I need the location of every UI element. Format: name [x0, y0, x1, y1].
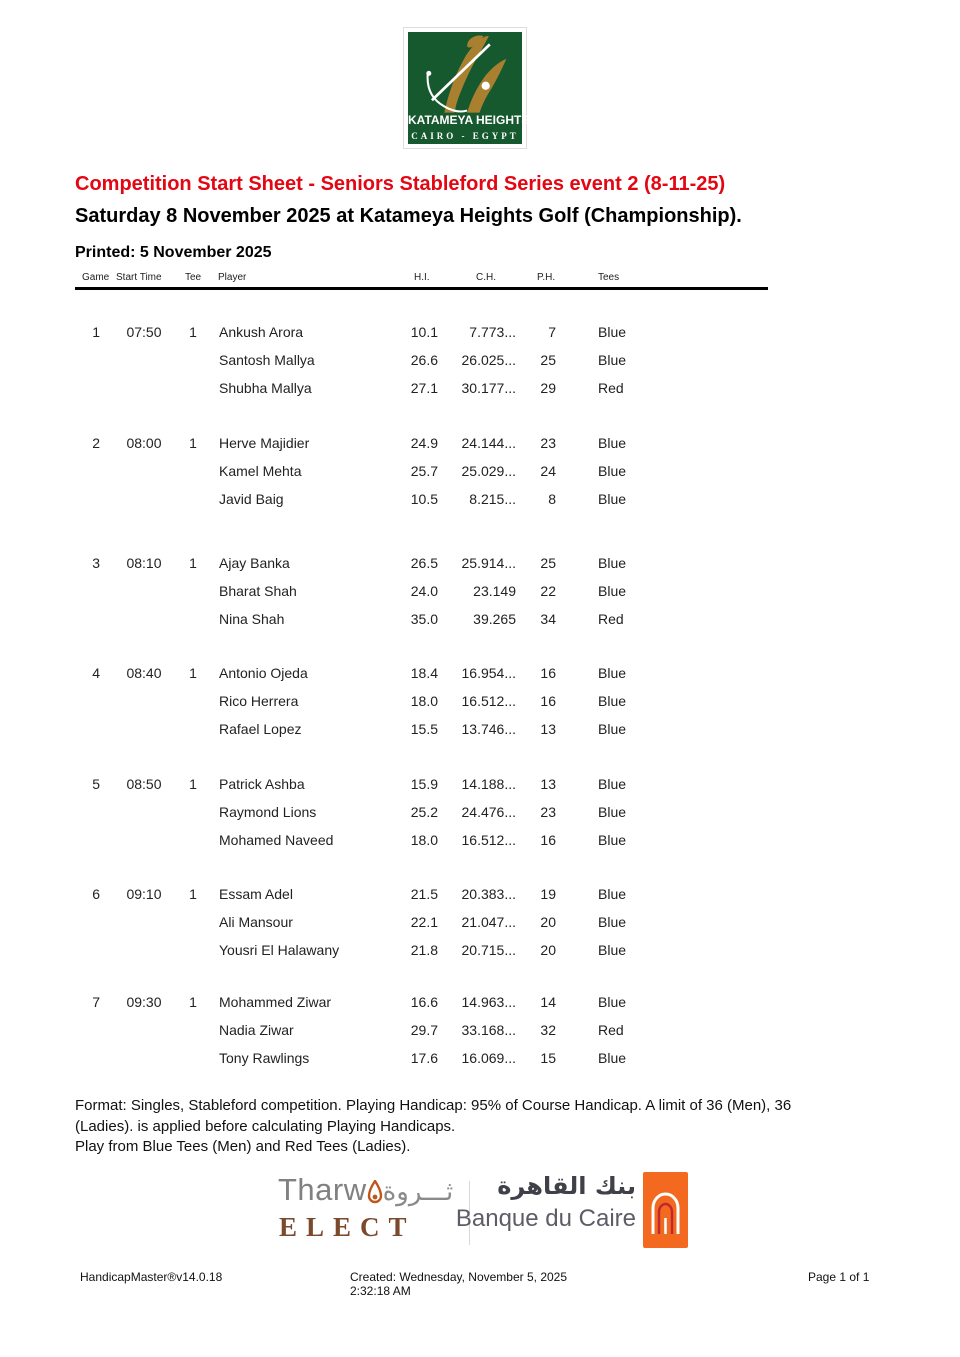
tees-color: Blue	[598, 665, 627, 681]
game-number: 3	[92, 555, 100, 571]
playing-handicap: 24	[540, 463, 556, 479]
handicap-index: 27.1	[410, 380, 438, 396]
banque-arch-icon	[643, 1172, 688, 1248]
player-row	[0, 798, 960, 826]
tees-color: Red	[598, 611, 624, 627]
tees-color: Blue	[598, 914, 627, 930]
player-row	[0, 346, 960, 374]
format-note-line: Play from Blue Tees (Men) and Red Tees (Ladies).	[75, 1138, 411, 1155]
player-row	[0, 605, 960, 633]
logo-green-panel	[408, 32, 530, 144]
player-name: Mohammed Ziwar	[219, 994, 332, 1010]
playing-handicap: 13	[540, 776, 556, 792]
tees-color: Blue	[598, 1050, 627, 1066]
player-name: Antonio Ojeda	[219, 665, 308, 681]
logo-club-location: CAIRO - EGYPT	[411, 131, 519, 141]
handicap-index: 25.7	[410, 463, 438, 479]
player-row	[0, 318, 960, 346]
player-name: Essam Adel	[219, 886, 293, 902]
column-header-ph: P.H.	[537, 272, 556, 283]
game-number: 5	[92, 776, 100, 792]
player-name: Rafael Lopez	[219, 721, 302, 737]
created-date: Created: Wednesday, November 5, 2025	[350, 1270, 568, 1284]
column-header-hi: H.I.	[414, 272, 430, 283]
start-time: 08:40	[126, 665, 162, 681]
handicap-index: 24.0	[410, 583, 438, 599]
column-header-tees: Tees	[598, 272, 620, 283]
game-number: 1	[92, 324, 100, 340]
player-row	[0, 659, 960, 687]
tees-color: Blue	[598, 352, 627, 368]
player-name: Yousri El Halawany	[219, 942, 340, 958]
handicap-index: 17.6	[410, 1050, 438, 1066]
tharwa-drop-icon	[367, 1180, 383, 1204]
course-handicap: 20.383...	[461, 886, 516, 902]
banque-arabic-text: بنك القاهرة	[497, 1172, 636, 1200]
handicap-index: 24.9	[410, 435, 438, 451]
course-handicap: 14.188...	[461, 776, 516, 792]
tee-number: 1	[189, 776, 197, 792]
column-header-start-time: Start Time	[116, 272, 162, 283]
tharwa-elect-text: ELECT	[279, 1212, 416, 1242]
software-version: HandicapMaster®v14.0.18	[80, 1270, 223, 1284]
player-row	[0, 1016, 960, 1044]
course-handicap: 24.476...	[461, 804, 516, 820]
column-header-ch: C.H.	[476, 272, 496, 283]
tee-number: 1	[189, 555, 197, 571]
tees-color: Blue	[598, 721, 627, 737]
playing-handicap: 20	[540, 942, 556, 958]
playing-handicap: 13	[540, 721, 556, 737]
handicap-index: 22.1	[410, 914, 438, 930]
handicap-index: 18.0	[410, 693, 438, 709]
tees-color: Red	[598, 1022, 624, 1038]
created-time: 2:32:18 AM	[350, 1284, 411, 1298]
start-time: 09:10	[126, 886, 162, 902]
course-handicap: 16.069...	[461, 1050, 516, 1066]
player-row	[0, 485, 960, 513]
playing-handicap: 16	[540, 665, 556, 681]
course-handicap: 23.149	[473, 583, 516, 599]
start-time: 08:50	[126, 776, 162, 792]
player-row	[0, 936, 960, 964]
player-name: Kamel Mehta	[219, 463, 302, 479]
player-row	[0, 374, 960, 402]
handicap-index: 29.7	[410, 1022, 438, 1038]
course-handicap: 13.746...	[461, 721, 516, 737]
player-row	[0, 770, 960, 798]
player-row	[0, 880, 960, 908]
tees-color: Blue	[598, 435, 627, 451]
table-header-row	[0, 272, 960, 286]
handicap-index: 18.4	[410, 665, 438, 681]
course-handicap: 24.144...	[461, 435, 516, 451]
playing-handicap: 20	[540, 914, 556, 930]
course-handicap: 8.215...	[469, 491, 516, 507]
format-note-line: (Ladies). is applied before calculating Playing Handicaps.	[75, 1117, 456, 1135]
player-row	[0, 549, 960, 577]
player-name: Tony Rawlings	[219, 1050, 310, 1066]
playing-handicap: 34	[540, 611, 556, 627]
game-number: 6	[92, 886, 100, 902]
playing-handicap: 8	[548, 491, 556, 507]
playing-handicap: 15	[540, 1050, 556, 1066]
course-handicap: 26.025...	[461, 352, 516, 368]
course-handicap: 21.047...	[461, 914, 516, 930]
page-number: Page 1 of 1	[808, 1270, 870, 1284]
handicap-index: 15.9	[410, 776, 438, 792]
playing-handicap: 14	[540, 994, 556, 1010]
playing-handicap: 23	[540, 804, 556, 820]
course-handicap: 25.914...	[461, 555, 516, 571]
course-handicap: 30.177...	[461, 380, 516, 396]
handicap-index: 18.0	[410, 832, 438, 848]
player-row	[0, 577, 960, 605]
handicap-index: 21.8	[410, 942, 438, 958]
playing-handicap: 7	[548, 324, 556, 340]
handicap-index: 10.5	[410, 491, 438, 507]
player-name: Ali Mansour	[219, 914, 293, 930]
handicap-index: 26.6	[410, 352, 438, 368]
tees-color: Blue	[598, 693, 627, 709]
golfer-swing-icon	[408, 32, 522, 113]
game-number: 4	[92, 665, 100, 681]
player-name: Shubha Mallya	[219, 380, 312, 396]
course-handicap: 25.029...	[461, 463, 516, 479]
course-handicap: 39.265	[473, 611, 516, 627]
banque-latin-text: Banque du Caire	[455, 1205, 636, 1232]
tees-color: Red	[598, 380, 624, 396]
format-note-line: Format: Singles, Stableford competition. Playing Handicap: 95% of Course Handicap. A limit of 36 (Men), 36	[75, 1097, 792, 1114]
course-handicap: 16.512...	[461, 693, 516, 709]
column-header-game: Game	[82, 272, 110, 283]
tee-number: 1	[189, 435, 197, 451]
player-row	[0, 826, 960, 854]
player-row	[0, 687, 960, 715]
player-row	[0, 1044, 960, 1072]
player-name: Ajay Banka	[219, 555, 290, 571]
tees-color: Blue	[598, 555, 627, 571]
course-handicap: 16.954...	[461, 665, 516, 681]
playing-handicap: 19	[540, 886, 556, 902]
logo-club-name: KATAMEYA HEIGHTS	[408, 113, 530, 127]
player-name: Mohamed Naveed	[219, 832, 334, 848]
player-row	[0, 429, 960, 457]
created-timestamp	[350, 1270, 567, 1298]
course-handicap: 14.963...	[461, 994, 516, 1010]
format-notes	[75, 1096, 791, 1158]
player-name: Nina Shah	[219, 611, 285, 627]
player-name: Patrick Ashba	[219, 776, 305, 792]
player-name: Nadia Ziwar	[219, 1022, 294, 1038]
start-time: 08:10	[126, 555, 162, 571]
handicap-index: 25.2	[410, 804, 438, 820]
table-header-rule	[75, 287, 768, 290]
player-name: Herve Majidier	[219, 435, 310, 451]
player-row	[0, 457, 960, 485]
start-time: 07:50	[126, 324, 162, 340]
player-row	[0, 715, 960, 743]
tees-color: Blue	[598, 463, 627, 479]
column-header-tee: Tee	[185, 272, 202, 283]
player-name: Raymond Lions	[219, 804, 317, 820]
column-header-player: Player	[218, 272, 247, 283]
printed-date: Printed: 5 November 2025	[75, 244, 272, 261]
handicap-index: 16.6	[410, 994, 438, 1010]
tee-number: 1	[189, 994, 197, 1010]
playing-handicap: 16	[540, 693, 556, 709]
tees-color: Blue	[598, 583, 627, 599]
tees-color: Blue	[598, 886, 627, 902]
player-name: Ankush Arora	[219, 324, 304, 340]
tees-color: Blue	[598, 994, 627, 1010]
banque-du-caire-logo	[455, 1172, 688, 1250]
player-row	[0, 908, 960, 936]
player-row	[0, 988, 960, 1016]
tharwa-arabic-text: ثـــروة	[382, 1177, 454, 1207]
page-subtitle: Saturday 8 November 2025 at Katameya Heights Golf (Championship).	[75, 205, 742, 227]
tees-color: Blue	[598, 832, 627, 848]
player-name: Bharat Shah	[219, 583, 297, 599]
course-handicap: 20.715...	[461, 942, 516, 958]
start-time: 08:00	[126, 435, 162, 451]
playing-handicap: 16	[540, 832, 556, 848]
course-handicap: 16.512...	[461, 832, 516, 848]
playing-handicap: 22	[540, 583, 556, 599]
playing-handicap: 29	[540, 380, 556, 396]
handicap-index: 35.0	[410, 611, 438, 627]
tee-number: 1	[189, 886, 197, 902]
player-name: Santosh Mallya	[219, 352, 315, 368]
tee-number: 1	[189, 665, 197, 681]
course-handicap: 33.168...	[461, 1022, 516, 1038]
tees-color: Blue	[598, 324, 627, 340]
tharwa-latin-text: Tharw	[278, 1172, 367, 1207]
player-name: Rico Herrera	[219, 693, 299, 709]
course-handicap: 7.773...	[469, 324, 516, 340]
katameya-heights-logo	[403, 27, 530, 149]
handicap-index: 15.5	[410, 721, 438, 737]
page-title: Competition Start Sheet - Seniors Stableford Series event 2 (8-11-25)	[75, 173, 726, 195]
handicap-index: 10.1	[410, 324, 438, 340]
game-number: 2	[92, 435, 100, 451]
tees-color: Blue	[598, 942, 627, 958]
start-time: 09:30	[126, 994, 162, 1010]
playing-handicap: 25	[540, 352, 556, 368]
playing-handicap: 25	[540, 555, 556, 571]
tharwa-wordmark	[278, 1172, 453, 1208]
playing-handicap: 23	[540, 435, 556, 451]
tharwa-elect-logo	[278, 1172, 468, 1250]
tees-color: Blue	[598, 804, 627, 820]
playing-handicap: 32	[540, 1022, 556, 1038]
handicap-index: 26.5	[410, 555, 438, 571]
handicap-index: 21.5	[410, 886, 438, 902]
player-name: Javid Baig	[219, 491, 284, 507]
game-number: 7	[92, 994, 100, 1010]
tees-color: Blue	[598, 491, 627, 507]
tees-color: Blue	[598, 776, 627, 792]
tee-number: 1	[189, 324, 197, 340]
